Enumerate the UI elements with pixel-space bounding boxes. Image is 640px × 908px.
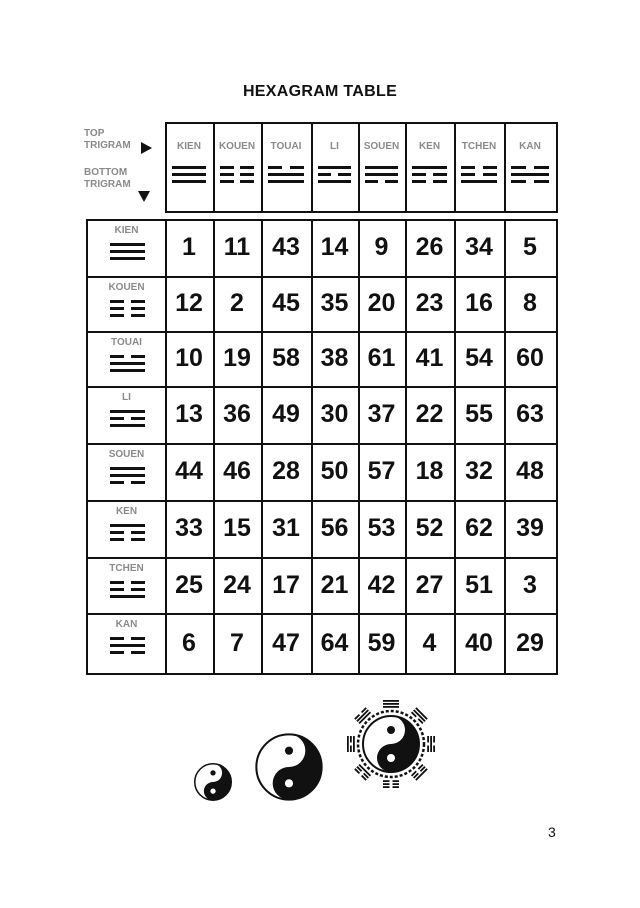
yin-yang-icon: [194, 763, 232, 801]
hexagram-number-cell: 20: [367, 289, 396, 317]
column-divider: [454, 219, 456, 675]
row-divider: [86, 386, 558, 388]
trigram-icon: [110, 355, 145, 372]
table-border-top: [165, 122, 558, 124]
hexagram-number-cell: 7: [230, 629, 244, 657]
column-header-kien: [165, 123, 213, 211]
column-divider: [213, 219, 215, 675]
hexagram-number-cell: 25: [175, 571, 203, 599]
top-trigram-label: [84, 128, 131, 152]
trigram-icon: [268, 166, 304, 183]
hexagram-number-cell: 9: [374, 233, 389, 261]
trigram-icon: [318, 166, 351, 183]
row-divider: [86, 557, 558, 559]
row-header-label: LI: [122, 392, 131, 403]
column-divider: [405, 219, 407, 675]
hexagram-number-cell: 50: [320, 457, 349, 485]
trigram-icon: [220, 166, 254, 183]
hexagram-number-cell: 53: [367, 514, 396, 542]
hexagram-number-cell: 48: [516, 457, 544, 485]
hexagram-number-cell: 40: [465, 629, 493, 657]
trigram-icon: [461, 166, 497, 183]
hexagram-number-cell: 21: [320, 571, 349, 599]
trigram-icon: [110, 524, 145, 541]
row-header-label: KEN: [115, 506, 138, 517]
column-header-label: TOUAI: [270, 141, 302, 152]
hexagram-number-cell: 14: [320, 233, 349, 261]
row-divider: [86, 276, 558, 278]
hexagram-number-cell: 54: [465, 344, 493, 372]
bagua-trigram-icon: [383, 780, 399, 788]
header-column-divider: [504, 122, 506, 213]
bottom-trigram-label: [84, 167, 131, 191]
column-header-label: KAN: [519, 141, 541, 152]
hexagram-number-cell: 52: [415, 514, 444, 542]
hexagram-number-cell: 61: [367, 344, 396, 372]
row-header-ken: [88, 500, 165, 557]
table-border-left: [86, 219, 88, 675]
hexagram-number-cell: 34: [465, 233, 493, 261]
hexagram-number-cell: 19: [223, 344, 251, 372]
yin-yang-icon: [255, 733, 323, 801]
trigram-icon: [365, 166, 398, 183]
column-header-label: SOUEN: [363, 141, 400, 152]
row-divider: [86, 331, 558, 333]
bagua-trigram-icon: [383, 700, 399, 708]
column-divider: [358, 219, 360, 675]
page-number: 3: [548, 824, 556, 840]
column-header-label: KIEN: [177, 141, 201, 152]
trigram-icon: [110, 467, 145, 484]
hexagram-number-cell: 23: [415, 289, 444, 317]
column-header-label: TCHEN: [461, 141, 497, 152]
hexagram-number-cell: 22: [415, 400, 444, 428]
hexagram-number-cell: 35: [320, 289, 349, 317]
hexagram-number-cell: 57: [367, 457, 396, 485]
hexagram-number-cell: 5: [523, 233, 537, 261]
column-header-tchen: [454, 123, 504, 211]
row-header-label: TCHEN: [109, 563, 144, 574]
hexagram-number-cell: 8: [523, 289, 537, 317]
hexagram-number-cell: 37: [367, 400, 396, 428]
header-column-divider: [454, 122, 456, 213]
hexagram-number-cell: 26: [415, 233, 444, 261]
column-divider: [311, 219, 313, 675]
row-header-label: KOUEN: [108, 282, 145, 293]
hexagram-number-cell: 31: [272, 514, 300, 542]
hexagram-number-cell: 59: [367, 629, 396, 657]
column-header-li: [311, 123, 358, 211]
hexagram-number-cell: 17: [272, 571, 300, 599]
bagua-trigram-icon: [427, 736, 435, 752]
header-divider: [165, 211, 558, 213]
hexagram-number-cell: 62: [465, 514, 493, 542]
row-header-tchen: [88, 557, 165, 613]
trigram-icon: [412, 166, 447, 183]
column-divider: [504, 219, 506, 675]
hexagram-number-cell: 29: [516, 629, 544, 657]
hexagram-number-cell: 51: [465, 571, 493, 599]
trigram-icon: [110, 637, 145, 654]
row-divider: [86, 219, 558, 221]
trigram-icon: [110, 300, 145, 317]
hexagram-number-cell: 13: [175, 400, 203, 428]
hexagram-number-cell: 4: [422, 629, 437, 657]
row-header-label: KAN: [115, 619, 138, 630]
row-header-kan: [88, 613, 165, 673]
hexagram-number-cell: 36: [223, 400, 251, 428]
header-column-divider: [556, 122, 558, 213]
table-border-bottom: [86, 673, 558, 675]
trigram-icon: [511, 166, 549, 183]
hexagram-number-cell: 55: [465, 400, 493, 428]
hexagram-number-cell: 28: [272, 457, 300, 485]
column-header-label: LI: [330, 141, 339, 152]
trigram-icon: [110, 243, 145, 260]
page-title: HEXAGRAM TABLE: [242, 83, 398, 100]
hexagram-number-cell: 2: [230, 289, 244, 317]
bottom-label-line-2: TRIGRAM: [84, 179, 131, 190]
hexagram-number-cell: 58: [272, 344, 300, 372]
hexagram-number-cell: 15: [223, 514, 251, 542]
arrow-right-icon: [141, 142, 152, 154]
hexagram-number-cell: 10: [175, 344, 203, 372]
hexagram-number-cell: 56: [320, 514, 349, 542]
hexagram-number-cell: 63: [516, 400, 544, 428]
column-header-ken: [405, 123, 454, 211]
column-header-kouen: [213, 123, 261, 211]
arrow-down-icon: [138, 191, 150, 202]
row-header-touai: [88, 331, 165, 386]
hexagram-number-cell: 11: [223, 233, 251, 261]
hexagram-number-cell: 1: [182, 233, 196, 261]
hexagram-number-cell: 43: [272, 233, 300, 261]
hexagram-number-cell: 33: [175, 514, 203, 542]
bagua-yin-yang-icon: [341, 694, 441, 794]
column-header-label: KEN: [418, 141, 441, 152]
hexagram-number-cell: 45: [272, 289, 300, 317]
column-divider: [165, 219, 167, 675]
header-column-divider: [261, 122, 263, 213]
row-divider: [86, 613, 558, 615]
hexagram-number-cell: 32: [465, 457, 493, 485]
column-divider: [261, 219, 263, 675]
row-header-label: SOUEN: [108, 449, 145, 460]
row-header-kouen: [88, 276, 165, 331]
hexagram-number-cell: 12: [175, 289, 203, 317]
hexagram-number-cell: 44: [175, 457, 203, 485]
trigram-icon: [110, 410, 145, 427]
table-border-right: [556, 219, 558, 675]
hexagram-number-cell: 49: [272, 400, 300, 428]
hexagram-number-cell: 3: [523, 571, 537, 599]
row-divider: [86, 500, 558, 502]
hexagram-number-cell: 18: [415, 457, 444, 485]
hexagram-number-cell: 24: [223, 571, 251, 599]
hexagram-number-cell: 30: [320, 400, 349, 428]
bagua-trigram-icon: [347, 736, 355, 752]
hexagram-number-cell: 64: [320, 629, 349, 657]
hexagram-number-cell: 6: [182, 629, 196, 657]
column-header-souen: [358, 123, 405, 211]
column-header-touai: [261, 123, 311, 211]
hexagram-number-cell: 39: [516, 514, 544, 542]
header-column-divider: [311, 122, 313, 213]
hexagram-number-cell: 38: [320, 344, 349, 372]
hexagram-number-cell: 60: [516, 344, 544, 372]
trigram-icon: [172, 166, 206, 183]
bottom-label-line-1: BOTTOM: [84, 167, 128, 178]
header-column-divider: [405, 122, 407, 213]
header-column-divider: [165, 122, 167, 213]
row-header-label: TOUAI: [111, 337, 142, 348]
hexagram-number-cell: 27: [415, 571, 444, 599]
header-column-divider: [213, 122, 215, 213]
row-header-kien: [88, 219, 165, 276]
hexagram-number-cell: 46: [223, 457, 251, 485]
row-header-souen: [88, 443, 165, 500]
hexagram-number-cell: 47: [272, 629, 300, 657]
column-header-label: KOUEN: [218, 141, 256, 152]
row-divider: [86, 443, 558, 445]
row-header-label: KIEN: [114, 225, 139, 236]
top-label-line-2: TRIGRAM: [84, 140, 131, 151]
hexagram-number-cell: 41: [415, 344, 444, 372]
header-column-divider: [358, 122, 360, 213]
hexagram-number-cell: 42: [367, 571, 396, 599]
row-header-li: [88, 386, 165, 443]
top-label-line-1: TOP: [84, 128, 105, 139]
column-header-kan: [504, 123, 556, 211]
trigram-icon: [110, 581, 145, 598]
hexagram-number-cell: 16: [465, 289, 493, 317]
